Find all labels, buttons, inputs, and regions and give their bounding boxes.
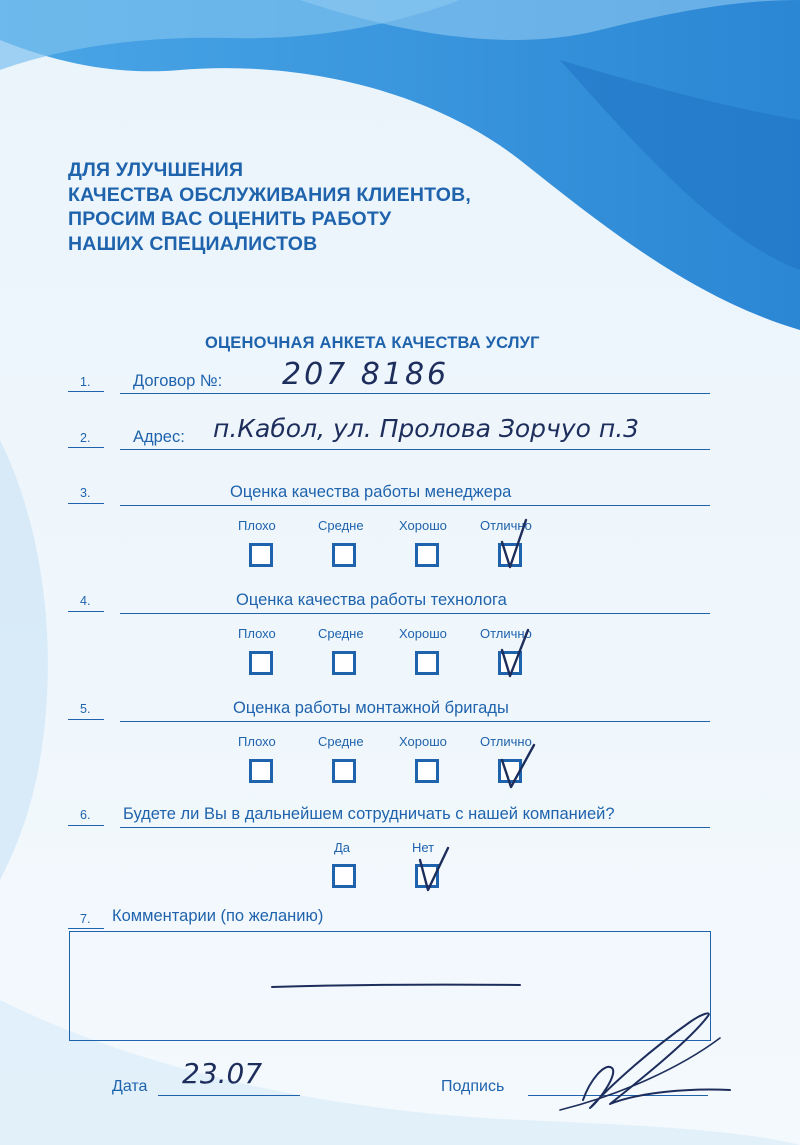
manager-rating-label: Оценка качества работы менеджера xyxy=(230,483,512,501)
headline-line: ПРОСИМ ВАС ОЦЕНИТЬ РАБОТУ xyxy=(68,208,392,230)
address-value: п.Кабол, ул. Пролова Зорчуо п.3 xyxy=(213,414,640,443)
comments-textarea[interactable] xyxy=(69,931,711,1041)
number-underline xyxy=(68,503,104,504)
field-number: 7. xyxy=(80,912,91,926)
number-underline xyxy=(68,928,104,929)
option-label-bad: Плохо xyxy=(238,518,276,533)
checkbox-average[interactable] xyxy=(332,651,356,675)
checkbox-excellent[interactable] xyxy=(498,759,522,783)
option-label-bad: Плохо xyxy=(238,734,276,749)
field-number: 5. xyxy=(80,702,91,716)
option-label-good: Хорошо xyxy=(399,626,447,641)
contract-label: Договор №: xyxy=(133,372,223,390)
signature-field[interactable] xyxy=(528,1095,708,1096)
date-value: 23.07 xyxy=(182,1057,263,1090)
field-number: 3. xyxy=(80,486,91,500)
option-label-no: Нет xyxy=(412,840,435,855)
checkbox-bad[interactable] xyxy=(249,759,273,783)
checkbox-good[interactable] xyxy=(415,543,439,567)
question-underline xyxy=(120,505,710,506)
option-label-average: Средне xyxy=(318,518,364,533)
option-label-excellent: Отлично xyxy=(480,518,532,533)
technologist-rating-label: Оценка качества работы технолога xyxy=(236,591,507,609)
option-label-bad: Плохо xyxy=(238,626,276,641)
field-number: 1. xyxy=(80,375,91,389)
address-field[interactable] xyxy=(120,449,710,450)
headline xyxy=(68,158,471,256)
option-label-good: Хорошо xyxy=(399,518,447,533)
comments-label: Комментарии (по желанию) xyxy=(112,907,324,925)
option-label-excellent: Отлично xyxy=(480,626,532,641)
headline-line: ДЛЯ УЛУЧШЕНИЯ xyxy=(68,159,244,181)
contract-field[interactable] xyxy=(120,393,710,394)
checkbox-bad[interactable] xyxy=(249,651,273,675)
number-underline xyxy=(68,391,104,392)
address-label: Адрес: xyxy=(133,428,185,446)
contract-value: 207 8186 xyxy=(282,357,450,392)
option-label-average: Средне xyxy=(318,734,364,749)
number-underline xyxy=(68,611,104,612)
checkbox-excellent[interactable] xyxy=(498,651,522,675)
question-underline xyxy=(120,721,710,722)
field-number: 6. xyxy=(80,808,91,822)
checkbox-bad[interactable] xyxy=(249,543,273,567)
checkbox-no[interactable] xyxy=(415,864,439,888)
checkbox-excellent[interactable] xyxy=(498,543,522,567)
headline-line: КАЧЕСТВА ОБСЛУЖИВАНИЯ КЛИЕНТОВ, xyxy=(68,183,472,206)
field-number: 2. xyxy=(80,431,91,445)
number-underline xyxy=(68,447,104,448)
number-underline xyxy=(68,825,104,826)
option-label-yes: Да xyxy=(334,840,351,855)
checkbox-good[interactable] xyxy=(415,759,439,783)
signature-label: Подпись xyxy=(441,1078,505,1095)
question-underline xyxy=(120,613,710,614)
checkbox-good[interactable] xyxy=(415,651,439,675)
number-underline xyxy=(68,719,104,720)
headline-line: НАШИХ СПЕЦИАЛИСТОВ xyxy=(68,232,318,255)
option-label-excellent: Отлично xyxy=(480,734,532,749)
question-underline xyxy=(120,827,710,828)
field-number: 4. xyxy=(80,594,91,608)
checkbox-average[interactable] xyxy=(332,759,356,783)
form-title: ОЦЕНОЧНАЯ АНКЕТА КАЧЕСТВА УСЛУГ xyxy=(205,334,540,352)
option-label-average: Средне xyxy=(318,626,364,641)
date-field[interactable] xyxy=(158,1095,300,1096)
date-label: Дата xyxy=(112,1078,148,1095)
cooperate-question: Будете ли Вы в дальнейшем сотрудничать с нашей компанией? xyxy=(123,805,615,823)
crew-rating-label: Оценка работы монтажной бригады xyxy=(233,699,509,717)
checkbox-average[interactable] xyxy=(332,543,356,567)
checkbox-yes[interactable] xyxy=(332,864,356,888)
option-label-good: Хорошо xyxy=(399,734,447,749)
